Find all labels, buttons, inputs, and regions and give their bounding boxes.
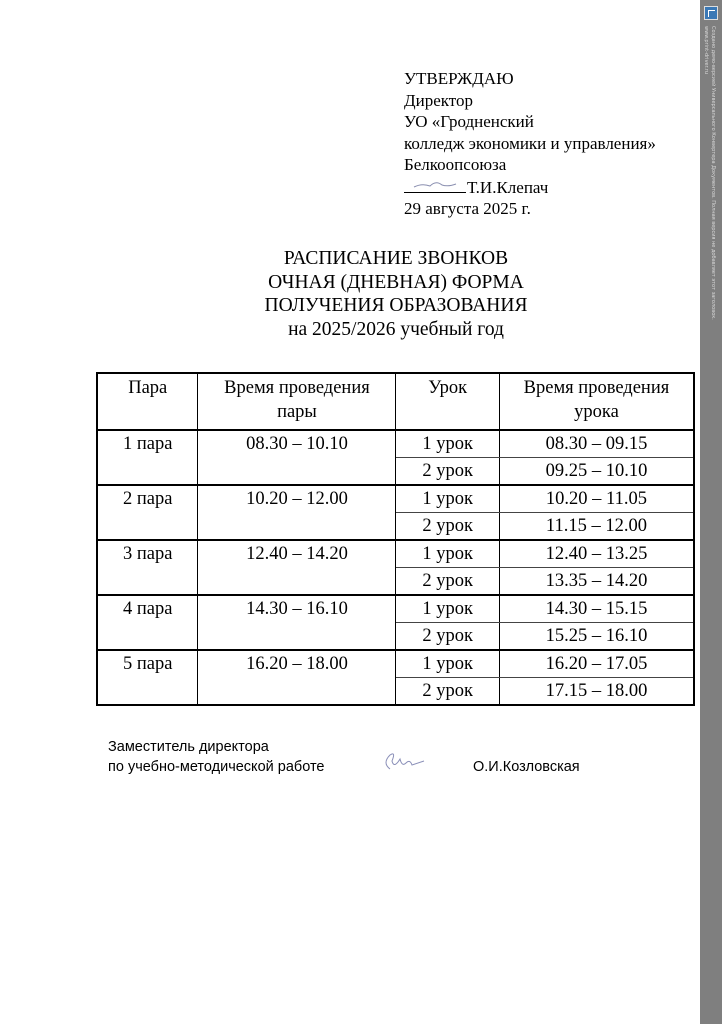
pair-cell: 2 пара (97, 485, 198, 540)
approval-block (404, 68, 656, 220)
pair-time-cell: 16.20 – 18.00 (198, 650, 396, 705)
approval-heading: УТВЕРЖДАЮ (404, 69, 514, 88)
signature-icon (412, 178, 458, 190)
converter-logo-icon (704, 6, 718, 20)
table-row (97, 430, 694, 458)
table-row (97, 485, 694, 513)
pair-time-cell: 14.30 – 16.10 (198, 595, 396, 650)
footer-signatory: О.И.Козловская (473, 759, 580, 775)
lesson-time-cell: 15.25 – 16.10 (499, 623, 694, 651)
footer-line2 (108, 757, 580, 777)
footer-signature-block (108, 737, 580, 777)
approval-signatory: Т.И.Клепач (467, 177, 549, 197)
approval-org-line2: колледж экономики и управления» (404, 133, 656, 153)
lesson-time-cell: 10.20 – 11.05 (499, 485, 694, 513)
lesson-cell: 2 урок (396, 513, 499, 541)
bell-schedule-table (96, 372, 695, 706)
lesson-cell: 2 урок (396, 623, 499, 651)
lesson-time-cell: 11.15 – 12.00 (499, 513, 694, 541)
lesson-cell: 1 урок (396, 595, 499, 623)
lesson-time-cell: 14.30 – 15.15 (499, 595, 694, 623)
approval-org-line1: УО «Гродненский (404, 112, 534, 131)
document-title (200, 247, 592, 341)
converter-watermark-bar (700, 0, 722, 1024)
table-header-row (97, 373, 694, 430)
header-pair-time: Время проведения пары (198, 373, 396, 430)
lesson-time-cell: 09.25 – 10.10 (499, 458, 694, 486)
signature-line (404, 176, 466, 193)
table-row (97, 650, 694, 678)
lesson-cell: 2 урок (396, 458, 499, 486)
footer-position-line2: по учебно-методической работе (108, 759, 325, 775)
lesson-time-cell: 16.20 – 17.05 (499, 650, 694, 678)
pair-cell: 5 пара (97, 650, 198, 705)
header-pair: Пара (97, 373, 198, 430)
title-line2: ОЧНАЯ (ДНЕВНАЯ) ФОРМА (268, 271, 524, 293)
approval-date: 29 августа 2025 г. (404, 199, 531, 218)
pair-time-cell: 10.20 – 12.00 (198, 485, 396, 540)
lesson-cell: 2 урок (396, 568, 499, 596)
pair-time-cell: 08.30 – 10.10 (198, 430, 396, 485)
title-line1: РАСПИСАНИЕ ЗВОНКОВ (283, 248, 509, 269)
watermark-text: Создано демо-версией Универсального Конвертера Документов. Полная версия не добавляет этот заголовок. www.print-driver.ru (703, 26, 716, 320)
lesson-time-cell: 12.40 – 13.25 (499, 540, 694, 568)
table-row (97, 595, 694, 623)
lesson-time-cell: 08.30 – 09.15 (499, 430, 694, 458)
title-line4: на 2025/2026 учебный год (288, 318, 504, 340)
signature-icon (378, 749, 428, 775)
lesson-cell: 1 урок (396, 540, 499, 568)
lesson-time-cell: 13.35 – 14.20 (499, 568, 694, 596)
approval-org-line3: Белкоопсоюза (404, 155, 507, 174)
pair-cell: 4 пара (97, 595, 198, 650)
lesson-time-cell: 17.15 – 18.00 (499, 678, 694, 706)
approval-position: Директор (404, 90, 473, 110)
lesson-cell: 1 урок (396, 485, 499, 513)
pair-cell: 1 пара (97, 430, 198, 485)
title-line3: ПОЛУЧЕНИЯ ОБРАЗОВАНИЯ (264, 295, 528, 316)
lesson-cell: 1 урок (396, 650, 499, 678)
lesson-cell: 2 урок (396, 678, 499, 706)
footer-position-line1: Заместитель директора (108, 739, 269, 755)
header-lesson-time: Время проведения урока (499, 373, 694, 430)
lesson-cell: 1 урок (396, 430, 499, 458)
pair-time-cell: 12.40 – 14.20 (198, 540, 396, 595)
approval-signature-row (404, 176, 656, 199)
pair-cell: 3 пара (97, 540, 198, 595)
table-row (97, 540, 694, 568)
header-lesson: Урок (396, 373, 499, 430)
